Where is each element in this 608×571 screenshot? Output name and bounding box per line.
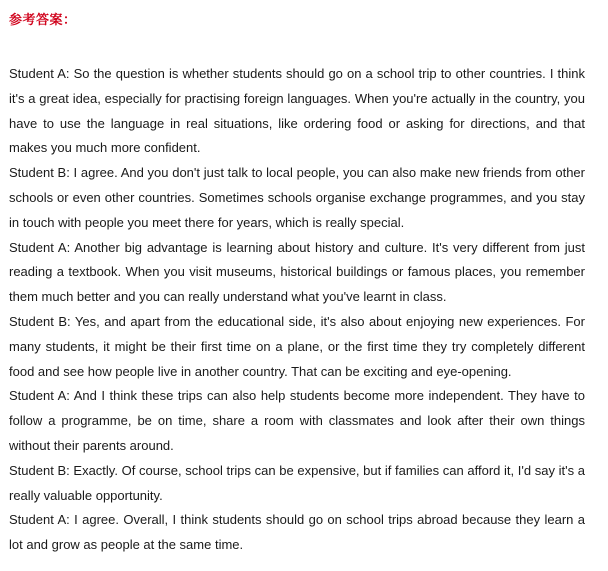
turn-text: I agree. And you don't just talk to local people, you can also make new friends from other schools or even other countries. Sometimes schools organise exchange programmes, and you stay in touch with people you meet there for years, which is really special. xyxy=(9,165,585,230)
speaker-label: Student B: xyxy=(9,462,70,478)
dialogue-turn-3 xyxy=(9,236,585,310)
speaker-label: Student A: xyxy=(9,512,70,528)
dialogue-turn-5 xyxy=(9,384,585,458)
turn-text: Another big advantage is learning about history and culture. It's very different from just reading a textbook. When you visit museums, historical buildings or famous places, you remember them much better and you can really understand what you've learnt in class. xyxy=(9,239,585,305)
speaker-label: Student A: xyxy=(9,388,70,404)
reference-answer-heading: 参考答案： xyxy=(9,12,77,27)
dialogue-transcript xyxy=(9,62,585,558)
dialogue-turn-4 xyxy=(9,310,585,384)
speaker-label: Student B: xyxy=(9,165,70,181)
dialogue-turn-6 xyxy=(9,459,585,509)
speaker-label: Student B: xyxy=(9,313,71,329)
speaker-label: Student A: xyxy=(9,66,70,81)
speaker-label: Student A: xyxy=(9,239,71,255)
dialogue-turn-7 xyxy=(9,508,585,558)
turn-text: I agree. Overall, I think students should go on school trips abroad because they learn a lot and grow as people at the same time. xyxy=(9,512,585,553)
dialogue-turn-1 xyxy=(9,62,585,161)
turn-text: Yes, and apart from the educational side, it's also about enjoying new experiences. For many students, it might be their first time on a plane, or the first time they try completely different food and see how people live in another country. That can be exciting and eye-opening. xyxy=(9,313,585,379)
turn-text: So the question is whether students should go on a school trip to other countries. I think it's a great idea, especially for practising foreign languages. When you're actually in the country, you have to use the language in real situations, like ordering food or asking for directions, and that makes you much more confident. xyxy=(9,66,585,156)
dialogue-turn-2 xyxy=(9,161,585,235)
turn-text: And I think these trips can also help students become more independent. They have to follow a programme, be on time, share a room with classmates and look after their own things without their parents around. xyxy=(9,388,585,453)
turn-text: Exactly. Of course, school trips can be expensive, but if families can afford it, I'd say it's a really valuable opportunity. xyxy=(9,462,585,503)
